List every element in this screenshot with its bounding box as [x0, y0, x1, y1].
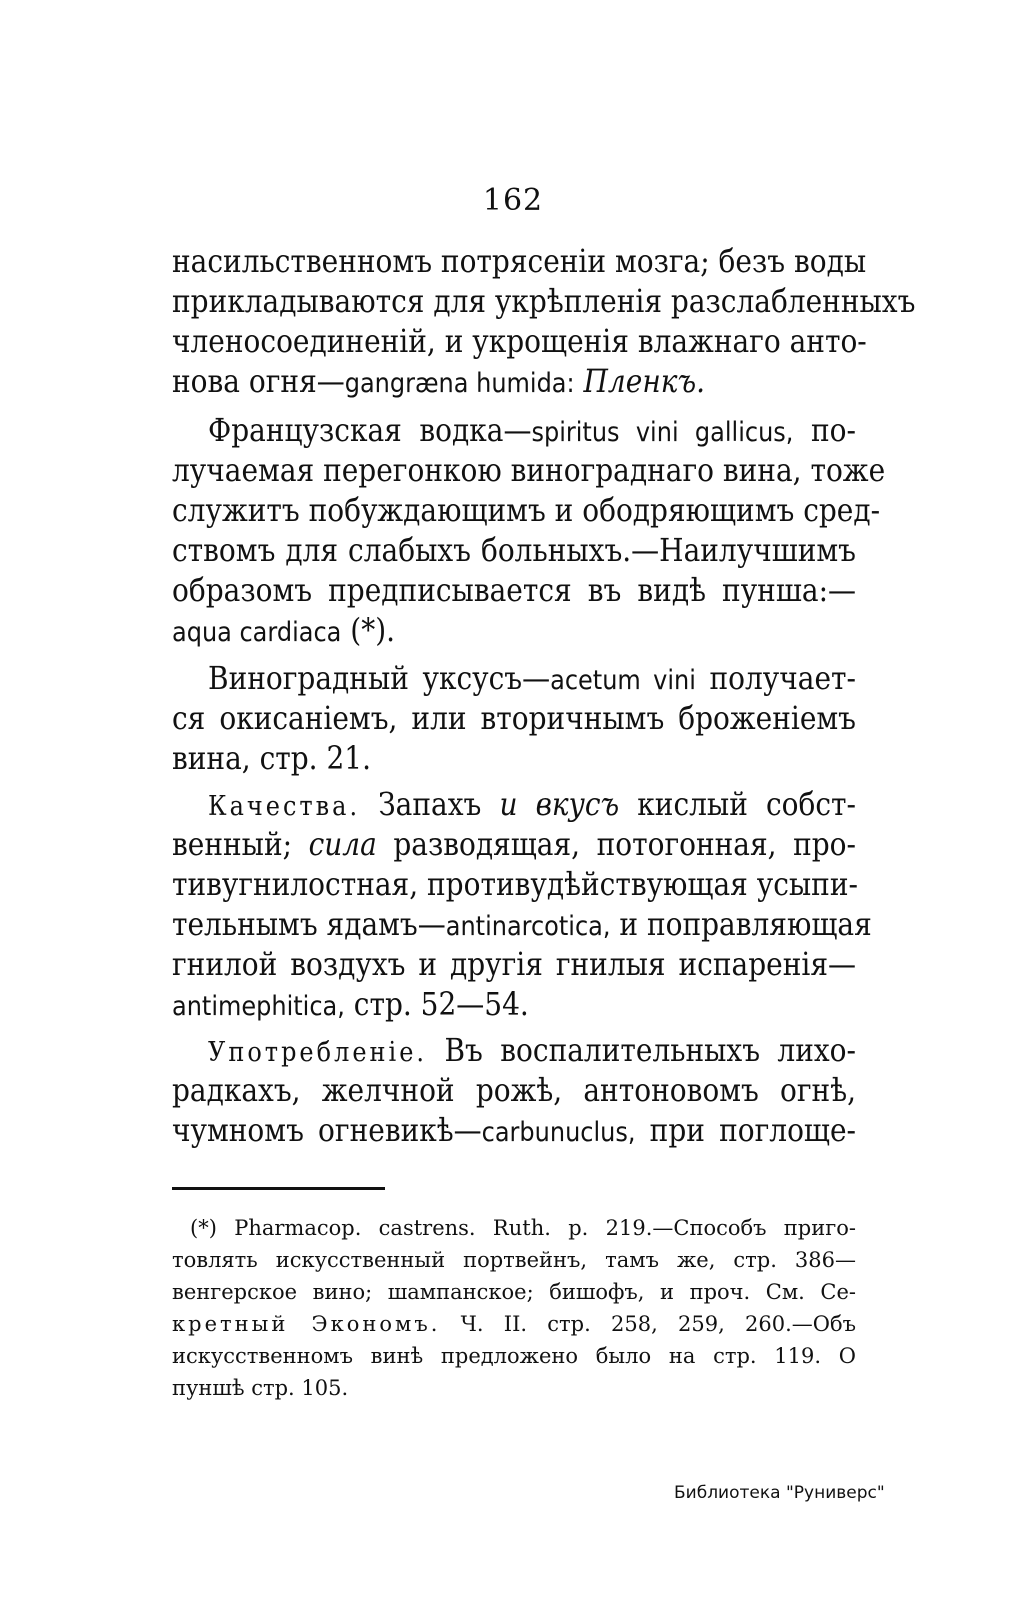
library-credit: Библиотека "Руниверс": [674, 1483, 885, 1503]
text-line: [172, 360, 856, 405]
text-line: [172, 697, 856, 742]
latin-term: acetum vini: [550, 664, 696, 696]
latin-term: antinarcotica,: [445, 910, 611, 942]
line-text: нова огня—: [172, 362, 345, 400]
section-heading: Качества.: [208, 790, 361, 822]
section-heading: Употребленіе.: [208, 1036, 428, 1068]
text-line: [172, 823, 856, 868]
line-text: гнилой воздухъ и другія гнилыя испаренія—: [172, 945, 856, 983]
footnote-title: кретный Экономъ.: [172, 1312, 441, 1336]
text-line: [172, 983, 856, 1028]
line-text: тельнымъ ядамъ—: [172, 905, 446, 943]
line-text: образомъ предписывается въ видѣ пунша:—: [172, 571, 856, 609]
footnote-text: Ч. II. стр. 258, 259, 260.—Объ: [460, 1312, 856, 1336]
text-line: [172, 280, 916, 325]
line-text: тивугнилостная, противудѣйствующая усыпи-: [172, 865, 858, 903]
latin-term: antimephitica,: [172, 990, 345, 1022]
italic-term: и вкусъ: [499, 785, 620, 823]
line-text: венный;: [172, 825, 293, 863]
text-line: [172, 240, 867, 285]
footnote-text: (*) Pharmacop. castrens. Ruth. p. 219.—Способъ приго-: [190, 1216, 856, 1240]
footnote-text: пуншѣ стр. 105.: [172, 1376, 349, 1400]
text-line: [172, 863, 856, 908]
latin-term: aqua cardiaca: [172, 616, 342, 648]
text-line: [172, 737, 856, 782]
latin-term: carbunuclus,: [481, 1116, 636, 1148]
footnote-text: венгерское вино; шампанское; бишофъ, и проч. См. Се-: [172, 1280, 856, 1304]
text-line: [172, 529, 856, 574]
italic-term: сила: [308, 825, 377, 863]
text-line: [172, 1069, 856, 1114]
text-line: [172, 489, 881, 534]
line-text: и поправляющая: [619, 905, 872, 943]
line-text: чумномъ огневикѣ—: [172, 1111, 482, 1149]
text-line: [172, 609, 856, 654]
footnote-text: товлять искусственный портвейнъ, тамъ же, стр. 386—: [172, 1248, 856, 1272]
text-line: [172, 943, 856, 988]
line-text: радкахъ, желчной рожѣ, антоновомъ огнѣ,: [172, 1071, 856, 1109]
latin-term: spiritus vini gallicus,: [531, 416, 794, 448]
line-text: ствомъ для слабыхъ больныхъ.—Наилучшимъ: [172, 531, 856, 569]
footnote-line: [172, 1309, 856, 1339]
line-text: вина, стр. 21.: [172, 739, 372, 777]
line-text: насильственномъ потрясеніи мозга; безъ воды: [172, 242, 867, 280]
footnote-line: [172, 1373, 856, 1403]
text-line: [172, 320, 867, 365]
line-text: Запахъ: [378, 785, 482, 823]
line-text: прикладываются для укрѣпленія разслабленныхъ: [172, 282, 916, 320]
text-line: [172, 1029, 856, 1074]
text-line: [172, 903, 872, 948]
line-text: кислый собст-: [637, 785, 857, 823]
page-number: 162: [482, 183, 544, 218]
line-text: Виноградный уксусъ—: [208, 659, 551, 697]
line-text: служитъ побуждающимъ и ободряющимъ сред-: [172, 491, 881, 529]
footnote-line: [172, 1213, 856, 1243]
text-line: [172, 657, 856, 702]
footnote-ref: (*).: [350, 611, 396, 649]
line-text: Въ воспалительныхъ лихо-: [444, 1031, 856, 1069]
line-text: при поглоще-: [649, 1111, 856, 1149]
line-text: лучаемая перегонкою винограднаго вина, тоже: [172, 451, 886, 489]
text-line: [172, 409, 856, 454]
line-text: получает-: [709, 659, 856, 697]
text-line: [172, 569, 856, 614]
footnote-line: [172, 1341, 856, 1371]
footnote-divider: [172, 1187, 385, 1190]
text-line: [172, 783, 856, 828]
text-line: [172, 449, 886, 494]
line-text: Французская водка—: [208, 411, 532, 449]
line-text: по-: [811, 411, 856, 449]
line-text: стр. 52—54.: [353, 985, 529, 1023]
line-text: ся окисаніемъ, или вторичнымъ броженіемъ: [172, 699, 856, 737]
text-line: [172, 1109, 856, 1154]
footnote-line: [172, 1277, 856, 1307]
author-name: Пленкъ.: [583, 362, 706, 400]
line-text: разводящая, потогонная, про-: [393, 825, 856, 863]
latin-term: gangræna humida:: [344, 367, 575, 399]
line-text: членосоединеній, и укрощенія влажнаго анто-: [172, 322, 867, 360]
footnote-text: искусственномъ винѣ предложено было на стр. 119. О: [172, 1344, 856, 1368]
footnote-line: [172, 1245, 856, 1275]
